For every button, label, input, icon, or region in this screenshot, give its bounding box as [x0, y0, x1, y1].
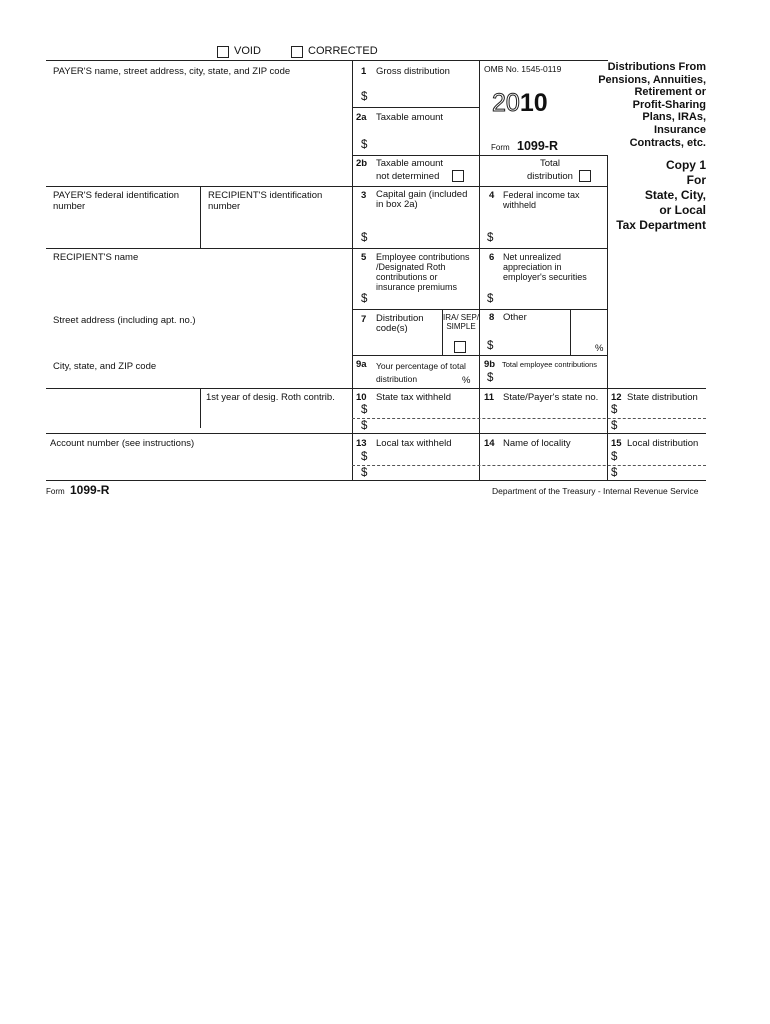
dash-row-13: [352, 465, 706, 466]
roth-year-label: 1st year of desig. Roth contrib.: [206, 392, 335, 403]
line-above-7: [352, 309, 607, 310]
box10-dollar-1: $: [361, 404, 368, 416]
title-line-2: Pensions, Annuities,: [598, 73, 706, 86]
box3-dollar: $: [361, 232, 368, 244]
box15-number: 15: [611, 438, 622, 449]
box7-label: Distribution code(s): [376, 313, 424, 334]
divider-8: [570, 309, 571, 355]
box2a-label: Taxable amount: [376, 112, 444, 123]
box8-percent: %: [595, 343, 604, 354]
box14-number: 14: [484, 438, 495, 449]
box8-number: 8: [489, 312, 495, 323]
copy-line-3: State, City,: [644, 188, 706, 202]
line-under-1: [352, 107, 479, 108]
omb-form-word: Form: [491, 143, 510, 152]
box10-dollar-2: $: [361, 420, 368, 432]
box13-dollar-2: $: [361, 467, 368, 479]
box9a-percent: %: [462, 375, 471, 386]
footer-form-word: Form: [46, 487, 65, 496]
void-label: VOID: [234, 45, 261, 57]
divider-payer-recipient: [200, 186, 201, 248]
corrected-label: CORRECTED: [308, 45, 378, 57]
copy-line-1: Copy 1: [665, 158, 706, 172]
box5-label: Employee contributions /Designated Roth contributions or insurance premiums: [376, 252, 470, 292]
ira-sep-simple-checkbox[interactable]: [454, 341, 466, 353]
corrected-checkbox[interactable]: [291, 46, 303, 58]
bottom-border: [46, 480, 706, 481]
box12-number: 12: [611, 392, 622, 403]
omb-number: OMB No. 1545-0119: [484, 64, 562, 74]
box6-dollar: $: [487, 293, 494, 305]
title-line-4: Profit-Sharing: [632, 98, 706, 111]
title-line-6: Insurance: [654, 123, 706, 136]
box1-dollar: $: [361, 91, 368, 103]
box5-dollar: $: [361, 293, 368, 305]
title-line-1: Distributions From: [607, 61, 706, 73]
omb-form-name: 1099-R: [517, 139, 558, 153]
box12-dollar-1: $: [611, 404, 618, 416]
line-above-5: [46, 248, 607, 249]
box13-number: 13: [356, 438, 367, 449]
box5-number: 5: [361, 252, 367, 263]
tax-year-outline: 20: [492, 89, 520, 117]
payer-fed-id-label: PAYER'S federal identification number: [53, 190, 180, 212]
footer-form-name: 1099-R: [70, 483, 110, 497]
box6-number: 6: [489, 252, 495, 263]
copy-designation: [610, 158, 706, 233]
ira-sep-simple-label: IRA/ SEP/ SIMPLE: [443, 313, 480, 331]
box6-label: Net unrealized appreciation in employer's securities: [503, 252, 587, 282]
box2b-checkbox[interactable]: [452, 170, 464, 182]
box9a-label: Your percentage of total distribution: [376, 361, 466, 384]
dash-row-10: [352, 418, 706, 419]
divider-roth: [200, 388, 201, 428]
box14-label: Name of locality: [503, 438, 571, 449]
box3-label: Capital gain (included in box 2a): [376, 189, 468, 210]
total-distribution-checkbox[interactable]: [579, 170, 591, 182]
box8-dollar: $: [487, 340, 494, 352]
box15-dollar-1: $: [611, 451, 618, 463]
box4-number: 4: [489, 190, 495, 201]
box9b-number: 9b: [484, 359, 496, 370]
box9b-label: Total employee contributions: [502, 360, 598, 369]
box10-label: State tax withheld: [376, 392, 451, 403]
box12-dollar-2: $: [611, 420, 618, 432]
line-above-13: [46, 433, 706, 434]
tax-year-bold: 10: [519, 89, 548, 117]
street-address-label: Street address (including apt. no.): [53, 315, 196, 326]
recipient-name-label: RECIPIENT'S name: [53, 252, 139, 263]
box13-dollar-1: $: [361, 451, 368, 463]
box2b-number: 2b: [356, 158, 368, 169]
divider-col-3: [607, 155, 608, 480]
box12-label: State distribution: [627, 392, 698, 403]
box13-label: Local tax withheld: [376, 438, 452, 449]
box2a-number: 2a: [356, 112, 367, 123]
box1-label: Gross distribution: [376, 66, 450, 77]
void-checkbox[interactable]: [217, 46, 229, 58]
box4-label: Federal income tax withheld: [503, 190, 580, 210]
box4-dollar: $: [487, 232, 494, 244]
line-under-2a: [352, 155, 607, 156]
box15-label: Local distribution: [627, 438, 699, 449]
top-border: [46, 60, 608, 61]
box11-number: 11: [484, 392, 495, 403]
box3-number: 3: [361, 190, 367, 201]
divider-col-1: [352, 60, 353, 480]
box15-dollar-2: $: [611, 467, 618, 479]
line-above-3: [46, 186, 607, 187]
box2a-dollar: $: [361, 139, 368, 151]
copy-line-4: or Local: [659, 203, 706, 217]
form-title: [580, 61, 706, 149]
copy-line-5: Tax Department: [616, 218, 706, 232]
box9b-dollar: $: [487, 372, 494, 384]
box1-number: 1: [361, 66, 367, 77]
box8-label: Other: [503, 312, 527, 323]
title-line-7: Contracts, etc.: [629, 136, 706, 149]
box7-number: 7: [361, 314, 367, 325]
divider-col-2: [479, 60, 480, 480]
box9a-number: 9a: [356, 359, 367, 370]
tax-year: [492, 89, 548, 117]
recipient-id-label: RECIPIENT'S identification number: [208, 190, 323, 212]
city-state-zip-label: City, state, and ZIP code: [53, 361, 157, 372]
line-above-9a: [352, 355, 607, 356]
copy-line-2: For: [686, 173, 706, 187]
payer-name-label: PAYER'S name, street address, city, state, and ZIP code: [53, 66, 291, 77]
box10-number: 10: [356, 392, 367, 403]
title-line-5: Plans, IRAs,: [642, 111, 706, 124]
total-distribution-label: Total distribution: [527, 158, 573, 182]
title-line-3: Retirement or: [634, 86, 706, 99]
box11-label: State/Payer's state no.: [503, 392, 599, 403]
line-above-10: [46, 388, 706, 389]
box2b-label: Taxable amount not determined: [376, 158, 444, 182]
footer-department: Department of the Treasury - Internal Revenue Service: [492, 486, 699, 496]
account-number-label: Account number (see instructions): [50, 438, 195, 449]
